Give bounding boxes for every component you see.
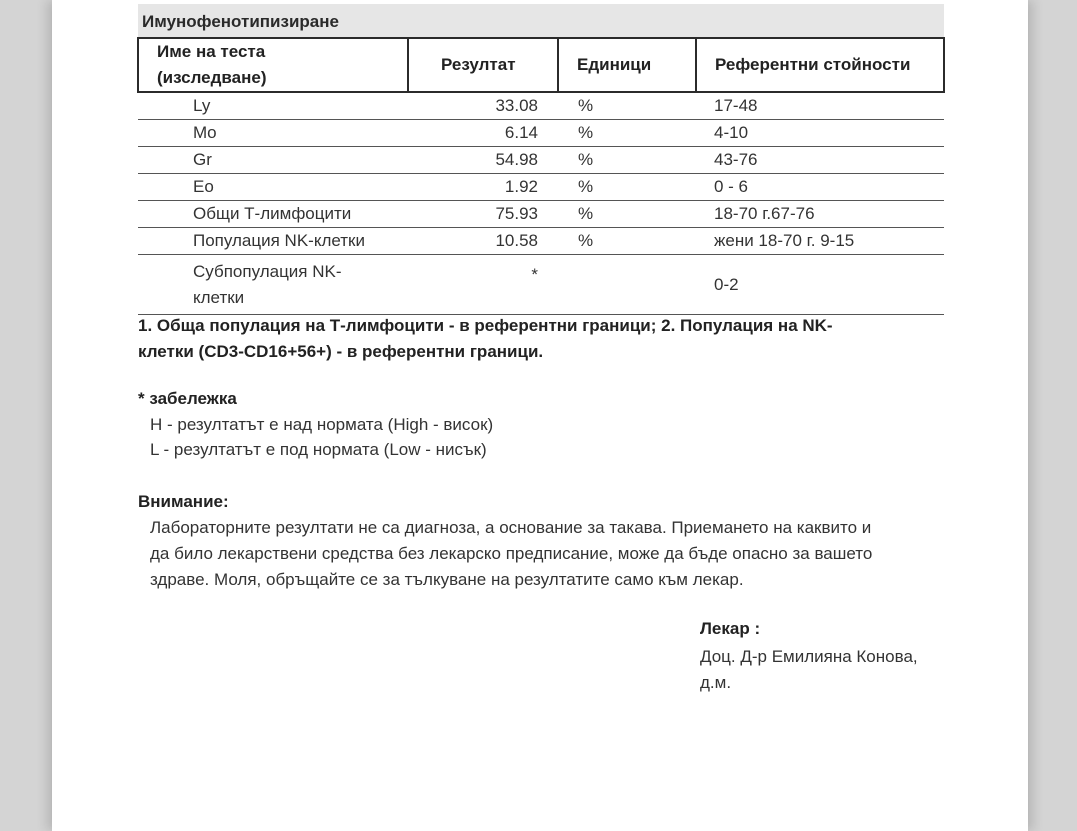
- row-test-name: Gr: [138, 147, 408, 174]
- header-test-name-line1: Име на теста: [157, 42, 266, 61]
- header-reference: Референтни стойности: [696, 38, 944, 92]
- row-test-name: Ly: [138, 92, 408, 120]
- row-reference: жени 18-70 г. 9-15: [696, 228, 944, 255]
- row-result: 75.93: [408, 201, 558, 228]
- report-page: [52, 0, 1028, 831]
- section-title: Имунофенотипизиране: [142, 12, 339, 31]
- table-row: [138, 201, 944, 228]
- header-test-name: [138, 38, 408, 92]
- attention-line1: Лабораторните резултати не са диагноза, а основание за такава. Приемането на каквито и: [150, 518, 872, 537]
- row-unit: %: [558, 120, 696, 147]
- header-test-name-line2: (изследване): [157, 68, 267, 87]
- row-test-name: [138, 255, 408, 315]
- doctor-name-line2: д.м.: [700, 673, 732, 692]
- table-header-row: [138, 38, 944, 92]
- header-result: Резултат: [408, 38, 558, 92]
- row-unit: [558, 255, 696, 315]
- row-unit: %: [558, 92, 696, 120]
- row-result: 1.92: [408, 174, 558, 201]
- header-units: Единици: [558, 38, 696, 92]
- doctor-title: Лекар :: [700, 619, 761, 638]
- row-test-name-line2: клетки: [193, 287, 245, 307]
- row-test-name: Популация NK-клетки: [138, 228, 408, 255]
- conclusion-text: [138, 313, 938, 365]
- table-row: [138, 120, 944, 147]
- row-unit: %: [558, 228, 696, 255]
- table-row: [138, 174, 944, 201]
- row-unit: %: [558, 201, 696, 228]
- note-low: L - резултатът е под нормата (Low - нисък): [150, 440, 487, 459]
- row-result: 6.14: [408, 120, 558, 147]
- row-test-name: Mo: [138, 120, 408, 147]
- row-result: 54.98: [408, 147, 558, 174]
- row-reference: 0-2: [696, 255, 944, 315]
- table-row: [138, 228, 944, 255]
- row-unit: %: [558, 147, 696, 174]
- doctor-name: [700, 644, 960, 696]
- row-reference: 17-48: [696, 92, 944, 120]
- table-row: [138, 92, 944, 120]
- conclusion-line2: клетки (CD3-CD16+56+) - в референтни граници.: [138, 342, 544, 361]
- note-high: H - резултатът е над нормата (High - висок): [150, 415, 494, 434]
- note-title: * забележка: [138, 389, 237, 408]
- attention-line2: да било лекарствени средства без лекарско предписание, може да бъде опасно за вашето: [150, 544, 873, 563]
- row-test-name-line1: Субпопулация NK-: [193, 261, 342, 281]
- row-result: 10.58: [408, 228, 558, 255]
- row-result: *: [408, 255, 558, 315]
- row-test-name: Eo: [138, 174, 408, 201]
- row-unit: %: [558, 174, 696, 201]
- attention-text: [150, 515, 950, 593]
- attention-line3: здраве. Моля, обръщайте се за тълкуване на резултатите само към лекар.: [150, 570, 744, 589]
- results-table: [137, 37, 945, 315]
- doctor-name-line1: Доц. Д-р Емилияна Конова,: [700, 647, 918, 666]
- row-reference: 4-10: [696, 120, 944, 147]
- row-reference: 18-70 г.67-76: [696, 201, 944, 228]
- row-reference: 43-76: [696, 147, 944, 174]
- table-row: [138, 147, 944, 174]
- table-row: [138, 255, 944, 315]
- row-result: 33.08: [408, 92, 558, 120]
- attention-title: Внимание:: [138, 492, 229, 511]
- conclusion-line1: 1. Обща популация на Т-лимфоцити - в референтни граници; 2. Популация на NK-: [138, 316, 833, 335]
- row-test-name: Общи Т-лимфоцити: [138, 201, 408, 228]
- row-reference: 0 - 6: [696, 174, 944, 201]
